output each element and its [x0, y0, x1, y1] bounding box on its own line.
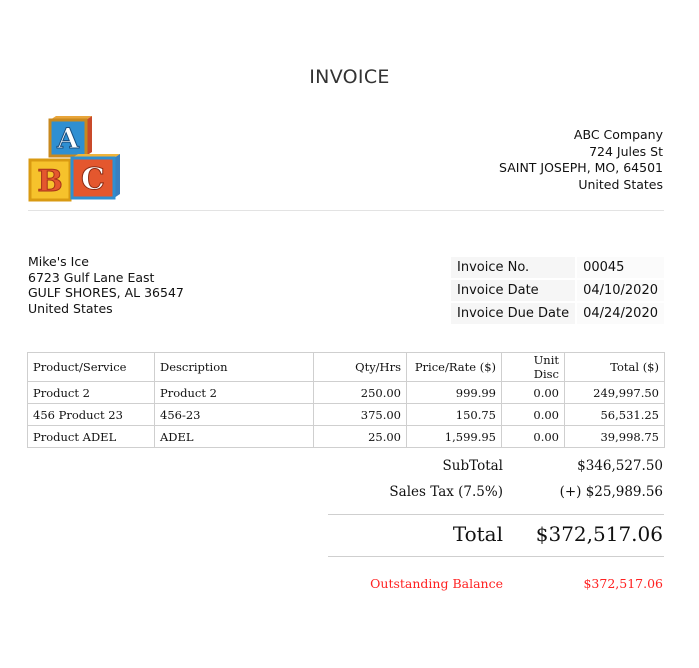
- cell-total: 56,531.25: [565, 404, 665, 426]
- cell-unit-disc: 0.00: [502, 382, 565, 404]
- invoice-date-label: Invoice Date: [451, 280, 575, 301]
- cell-product: Product 2: [28, 382, 155, 404]
- cell-unit-disc: 0.00: [502, 404, 565, 426]
- company-city: SAINT JOSEPH, MO, 64501: [499, 160, 663, 175]
- cell-price: 150.75: [407, 404, 502, 426]
- cell-product: Product ADEL: [28, 426, 155, 448]
- client-address: [28, 254, 184, 316]
- cell-unit-disc: 0.00: [502, 426, 565, 448]
- total-value: $372,517.06: [535, 522, 663, 546]
- table-row: [28, 382, 665, 404]
- client-street: 6723 Gulf Lane East: [28, 269, 155, 285]
- due-date-value: 04/24/2020: [577, 303, 664, 324]
- invoice-date-row: [451, 280, 664, 301]
- header-divider: [28, 210, 664, 211]
- abc-blocks-logo: [28, 114, 124, 204]
- invoice-no-label: Invoice No.: [451, 257, 575, 278]
- block-a: [50, 116, 92, 156]
- subtotal-label: SubTotal: [442, 458, 503, 474]
- col-qty: Qty/Hrs: [314, 353, 407, 382]
- company-street: 724 Jules St: [589, 143, 663, 159]
- client-country: United States: [28, 300, 113, 316]
- company-address: [499, 127, 663, 193]
- cell-qty: 375.00: [314, 404, 407, 426]
- block-b-letter: B: [37, 164, 63, 199]
- cell-description: 456-23: [155, 404, 314, 426]
- total-label: Total: [452, 522, 503, 546]
- block-a-letter: A: [57, 122, 79, 155]
- invoice-meta-table: [449, 255, 666, 326]
- cell-total: 249,997.50: [565, 382, 665, 404]
- cell-total: 39,998.75: [565, 426, 665, 448]
- cell-price: 999.99: [407, 382, 502, 404]
- block-c-letter: C: [81, 162, 105, 197]
- table-header-row: [28, 353, 665, 382]
- totals-divider-top: [328, 514, 664, 515]
- due-date-label: Invoice Due Date: [451, 303, 575, 324]
- due-date-row: [451, 303, 664, 324]
- cell-description: Product 2: [155, 382, 314, 404]
- col-product: Product/Service: [28, 353, 155, 382]
- table-row: [28, 426, 665, 448]
- table-row: [28, 404, 665, 426]
- invoice-no-row: [451, 257, 664, 278]
- company-country: United States: [578, 176, 663, 192]
- balance-label: Outstanding Balance: [370, 576, 503, 591]
- invoice-title: INVOICE: [309, 66, 390, 88]
- balance-value: $372,517.06: [583, 576, 663, 591]
- totals-divider-bottom: [328, 556, 664, 557]
- subtotal-value: $346,527.50: [577, 458, 663, 474]
- col-total: Total ($): [565, 353, 665, 382]
- tax-value: (+) $25,989.56: [559, 484, 663, 500]
- col-description: Description: [155, 353, 314, 382]
- client-name: Mike's Ice: [28, 254, 89, 269]
- block-c: [72, 154, 120, 198]
- company-name: ABC Company: [573, 127, 663, 142]
- cell-product: 456 Product 23: [28, 404, 155, 426]
- col-price: Price/Rate ($): [407, 353, 502, 382]
- client-city: GULF SHORES, AL 36547: [28, 285, 184, 300]
- cell-price: 1,599.95: [407, 426, 502, 448]
- tax-label: Sales Tax (7.5%): [389, 484, 503, 500]
- invoice-no-value: 00045: [577, 257, 664, 278]
- cell-qty: 250.00: [314, 382, 407, 404]
- col-unit-disc: Unit Disc: [502, 353, 565, 382]
- cell-qty: 25.00: [314, 426, 407, 448]
- cell-description: ADEL: [155, 426, 314, 448]
- invoice-date-value: 04/10/2020: [577, 280, 664, 301]
- block-b: [30, 160, 70, 200]
- line-items-table: [27, 352, 665, 448]
